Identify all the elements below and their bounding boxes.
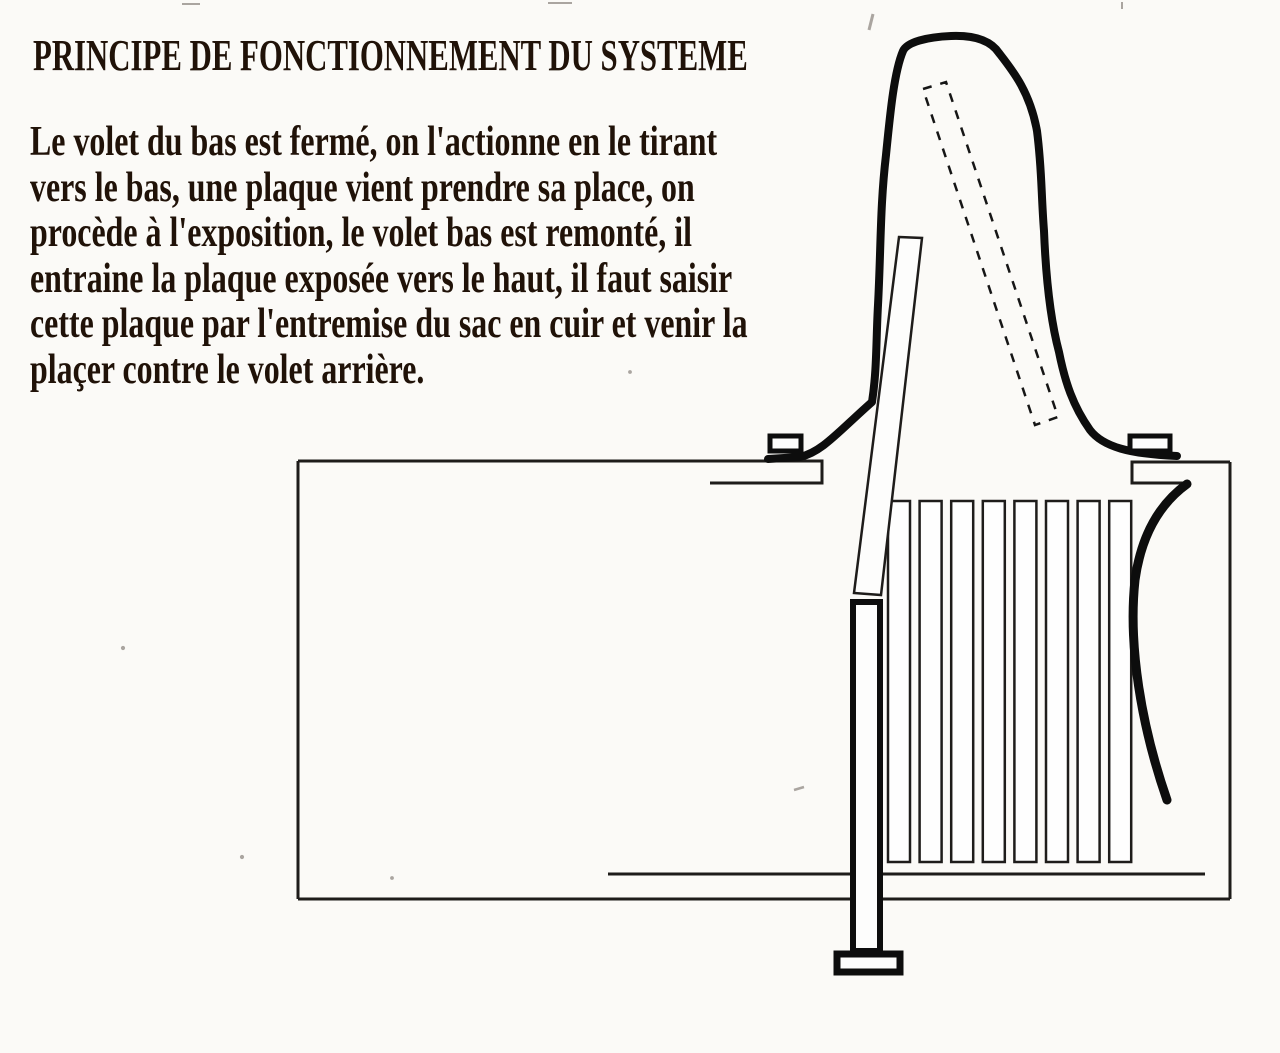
- plate-rack-slat: [888, 501, 910, 862]
- plate-rack-slat: [920, 501, 942, 862]
- paragraph-line: vers le bas, une plaque vient prendre sa place, on: [30, 164, 695, 211]
- plate-rack-slat: [951, 501, 973, 862]
- plate-rack-slat: [983, 501, 1005, 862]
- paragraph-line: cette plaque par l'entremise du sac en cuir et venir la: [30, 301, 748, 347]
- pull-rod-base: [837, 954, 900, 972]
- leather-bag-outline: [768, 36, 1177, 459]
- paragraph-line: Le volet du bas est fermé, on l'actionne en le tirant: [30, 119, 718, 165]
- shutter-pull-rod: [853, 602, 880, 951]
- left-clamp: [770, 436, 801, 451]
- paragraph-line: entraine la plaque exposée vers le haut, il faut saisir: [30, 255, 733, 302]
- plate-rack-slat: [1014, 501, 1036, 862]
- plate-rack-slat: [1046, 501, 1068, 862]
- plate-rack: [888, 501, 1131, 862]
- paragraph-line: plaçer contre le volet arrière.: [30, 346, 425, 393]
- photographic-plate: [854, 237, 922, 595]
- right-clamp: [1130, 436, 1170, 451]
- plate-rack-slat: [1109, 501, 1131, 862]
- page-title: PRINCIPE DE FONCTIONNEMENT DU SYSTEME: [33, 31, 748, 80]
- bag-fold-curve: [1133, 484, 1187, 800]
- plate-rack-slat: [1078, 501, 1100, 862]
- paragraph-line: procède à l'exposition, le volet bas est remonté, il: [30, 210, 692, 256]
